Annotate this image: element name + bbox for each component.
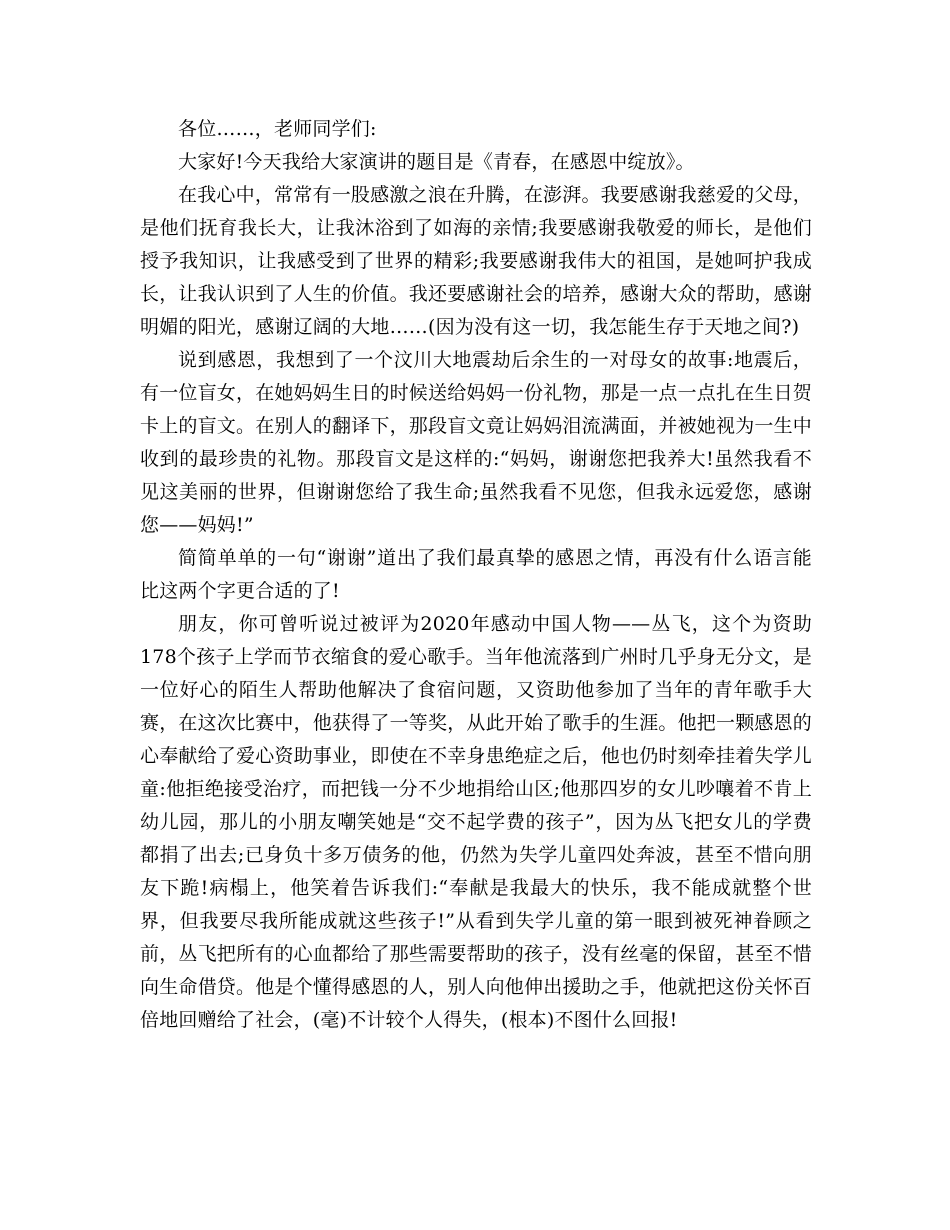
title-intro-paragraph: 大家好!今天我给大家演讲的题目是《青春，在感恩中绽放》。 — [178, 151, 695, 173]
congfei-paragraph: 朋友，你可曾听说过被评为2020年感动中国人物——丛飞，这个为资助178个孩子上学而节衣缩食的爱心歌手。当年他流落到广州时几乎身无分文，是一位好心的陌生人帮助他解决了食宿问题，又资助他参加了当年的青年歌手大赛，在这次比赛中，他获得了一等奖，从此开始了歌手的生涯。他把一颗感恩的心奉献给了爱心资助事业，即使在不幸身患绝症之后，他也仍时刻牵挂着失学儿童:他拒绝接受治疗，而把钱一分不少地捐给山区;他那四岁的女儿吵嚷着不肯上幼儿园，那儿的小朋友嘲笑她是“交不起学费的孩子”，因为丛飞把女儿的学费都捐了出去;已身负十多万债务的他，仍然为失学儿童四处奔波，甚至不惜向朋友下跪!病榻上，他笑着告诉我们:“奉献是我最大的快乐，我不能成就整个世界，但我要尽我所能成就这些孩子!”从看到失学儿童的第一眼到被死神眷顾之前，丛飞把所有的心血都给了那些需要帮助的孩子，没有丝毫的保留，甚至不惜向生命借贷。他是个懂得感恩的人，别人向他伸出援助之手，他就把这份关怀百倍地回赠给了社会，(毫)不计较个人得失，(根本)不图什么回报! — [140, 613, 813, 1031]
story-paragraph: 说到感恩，我想到了一个汶川大地震劫后余生的一对母女的故事:地震后，有一位盲女，在她妈妈生日的时候送给妈妈一份礼物，那是一点一点扎在生日贺卡上的盲文。在别人的翻译下，那段盲文竟让妈妈泪流满面，并被她视为一生中收到的最珍贵的礼物。那段盲文是这样的:“妈妈，谢谢您把我养大!虽然我看不见这美丽的世界，但谢谢您给了我生命;虽然我看不见您，但我永远爱您，感谢您——妈妈!” — [140, 349, 813, 536]
thanks-paragraph: 简简单单的一句“谢谢”道出了我们最真挚的感恩之情，再没有什么语言能比这两个字更合适的了! — [140, 547, 812, 602]
greeting-paragraph: 各位……，老师同学们: — [178, 118, 377, 140]
gratitude-paragraph: 在我心中，常常有一股感激之浪在升腾，在澎湃。我要感谢我慈爱的父母，是他们抚育我长大，让我沐浴到了如海的亲情;我要感谢我敬爱的师长，是他们授予我知识，让我感受到了世界的精彩;我要感谢我伟大的祖国，是她呵护我成长，让我认识到了人生的价值。我还要感谢社会的培养，感谢大众的帮助，感谢明媚的阳光，感谢辽阔的大地……(因为没有这一切，我怎能生存于天地之间?) — [140, 184, 813, 338]
document-body — [140, 113, 812, 1037]
